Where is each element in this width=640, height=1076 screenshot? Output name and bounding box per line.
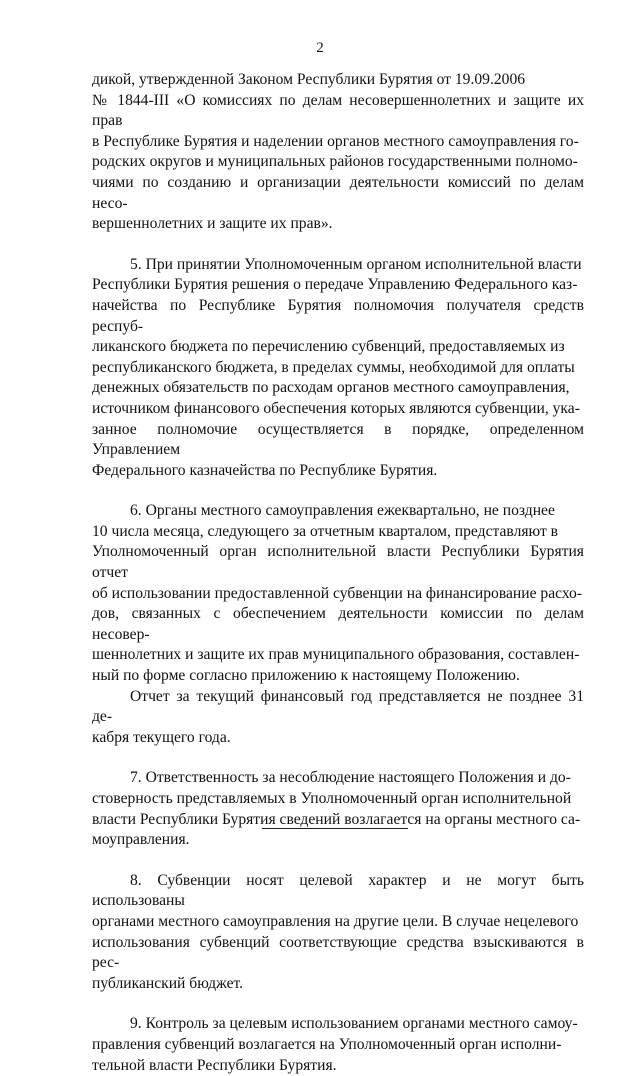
page-number: 2 (316, 40, 324, 56)
paragraph-5: 5. При принятии Уполномоченным органом исполнительной власти Республики Бурятия решения о передаче Управлению Федерального каз- начейства по Республике Бурятия полномочия получателя средств респуб- ликанского бюджета по перечислению субвенций, предоставляемых из республиканского бюджета, в пределах суммы, необходимой для оплаты денежных обязательств по расходам органов местного самоуправления, источником финансового обеспечения которых являются субвенции, ука- занное полномочие осуществляется в порядке, определенном Управлением Федерального казначейства по Республике Бурятия. (92, 255, 584, 479)
end-divider-line (262, 828, 408, 829)
paragraph-6-report-deadline: Отчет за текущий финансовый год представляется не позднее 31 де- кабря текущего года. (92, 687, 584, 746)
document-body (92, 70, 584, 1076)
paragraph-9: 9. Контроль за целевым использованием органами местного самоу- правления субвенций возлагается на Уполномоченный орган исполни- тельной власти Республики Бурятия. (92, 1015, 578, 1074)
paragraph-8: 8. Субвенции носят целевой характер и не могут быть использованы органами местного самоуправления на другие цели. В случае нецелевого использования субвенций соответствующие средства взыскиваются в рес- публиканский бюджет. (92, 871, 584, 992)
paragraph-continuation: дикой, утвержденной Законом Республики Бурятия от 19.09.2006 № 1844-III «О комиссиях по делам несовершеннолетних и защите их прав в Республике Бурятия и наделении органов местного самоуправления го- родских округов и муниципальных районов государственными полномо- чиями по созданию и организации деятельности комиссий по делам несо- вершеннолетних и защите их прав». (92, 71, 584, 233)
paragraph-7: 7. Ответственность за несоблюдение настоящего Положения и до- стоверность представляемых в Уполномоченный орган исполнительной власти Республики Бурятия сведений возлагается на органы местного са- моуправления. (92, 769, 581, 849)
paragraph-6: 6. Органы местного самоуправления ежеквартально, не позднее 10 числа месяца, следующего за отчетным кварталом, представляют в Уполномоченный орган исполнительной власти Республики Бурятия отчет об использовании предоставленной субвенции на финансирование расхо- дов, связанных с обеспечением деятельности комиссии по делам несовер- шеннолетних и защите их прав муниципального образования, составлен- ный по форме согласно приложению к настоящему Положению. (92, 502, 584, 685)
